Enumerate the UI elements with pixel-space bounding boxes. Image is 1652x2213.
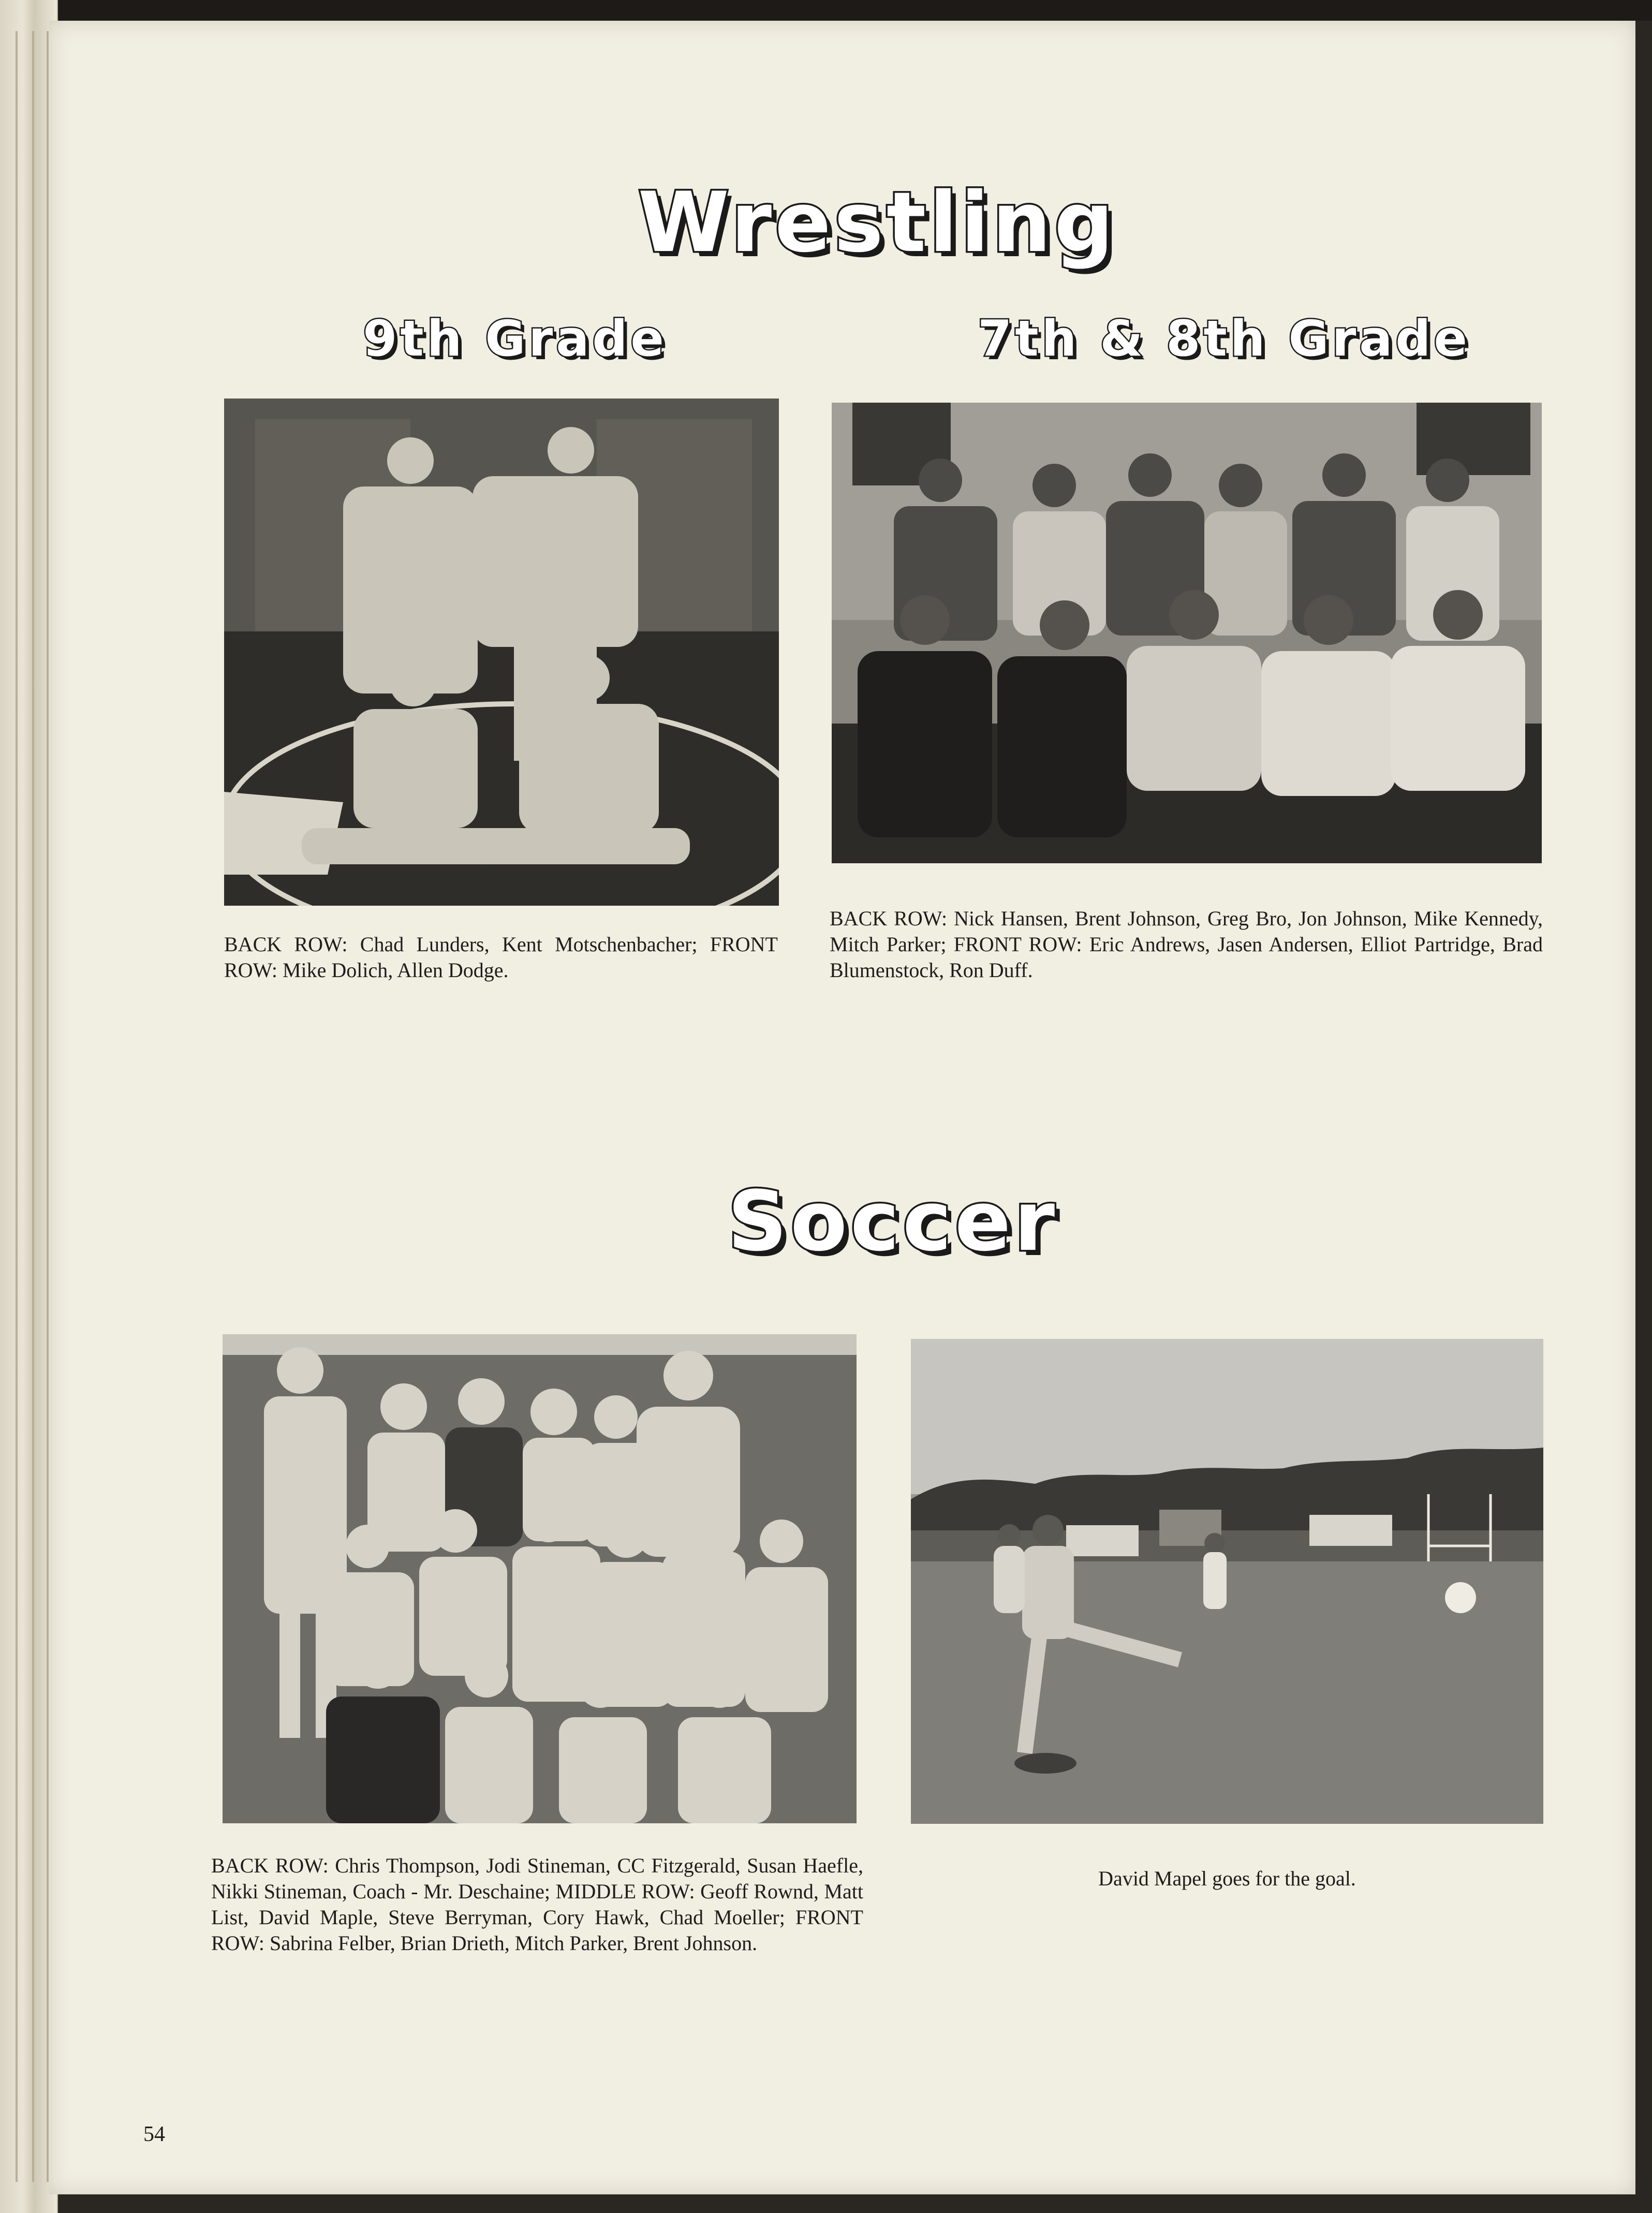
seventh-eighth-grade-heading: 7th & 8th Grade <box>978 311 1470 367</box>
soccer-title: Soccer <box>727 1173 1058 1270</box>
soccer-action-caption: David Mapel goes for the goal. <box>1098 1867 1356 1890</box>
soccer-action-photo <box>911 1339 1543 1824</box>
page-number: 54 <box>143 2122 165 2146</box>
wrestling-9th-grade-photo <box>224 399 779 906</box>
soccer-team-photo <box>223 1334 857 1823</box>
wrestling-title: Wrestling <box>638 174 1117 271</box>
wrestling-7th-8th-grade-caption: BACK ROW: Nick Hansen, Brent Johnson, Greg Bro, Jon Johnson, Mike Kennedy, Mitch Parker; FRONT ROW: Eric Andrews, Jasen Andersen, Elliot Partridge, Brad Blumenstock, Ron Duff. <box>830 907 1543 982</box>
soccer-team-caption: BACK ROW: Chris Thompson, Jodi Stineman, CC Fitzgerald, Susan Haefle, Nikki Stineman, Coach - Mr. Deschaine; MIDDLE ROW: Geoff Rownd, Matt List, David Maple, Steve Berryman, Cory Hawk, Chad Moeller; FRONT ROW: Sabrina Felber, Brian Drieth, Mitch Parker, Brent Johnson. <box>211 1854 863 1955</box>
ninth-grade-heading: 9th Grade <box>363 311 667 367</box>
top-edge <box>0 0 1652 21</box>
wrestling-7th-8th-grade-photo <box>832 403 1542 863</box>
wrestling-9th-grade-caption: BACK ROW: Chad Lunders, Kent Motschenbacher; FRONT ROW: Mike Dolich, Allen Dodge. <box>224 933 778 982</box>
yearbook-page <box>49 21 1635 2194</box>
